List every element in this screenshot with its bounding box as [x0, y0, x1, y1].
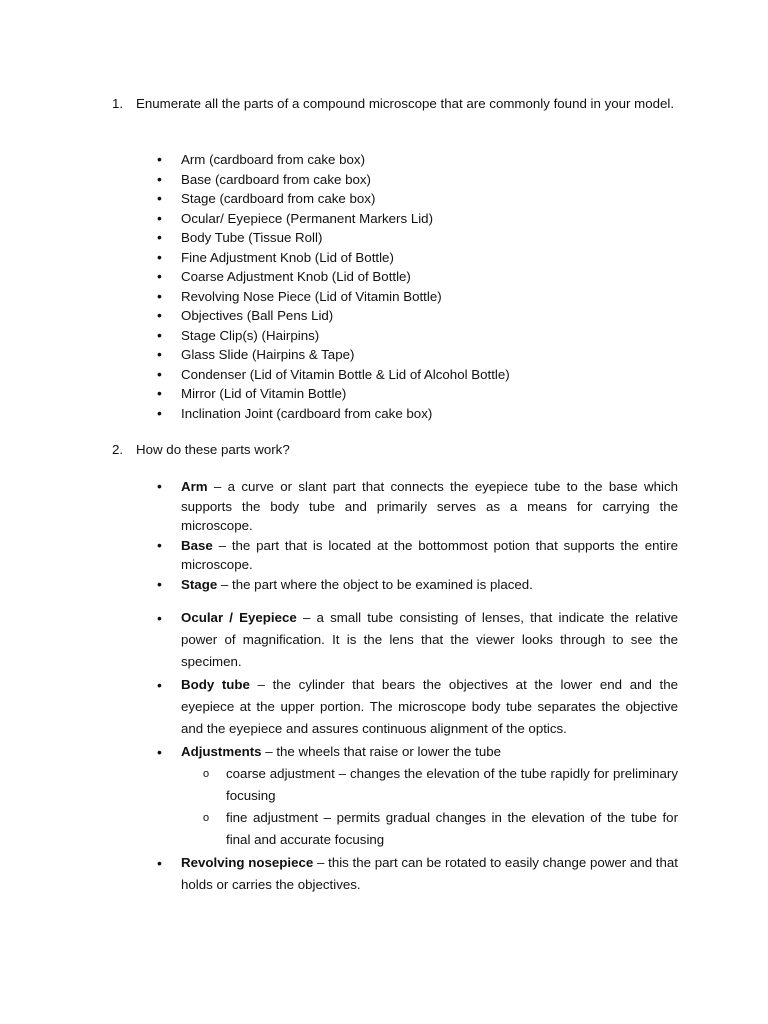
parts-list-item: • Glass Slide (Hairpins & Tape) [181, 345, 678, 365]
parts-list-item: • Arm (cardboard from cake box) [181, 150, 678, 170]
adjustment-coarse: o coarse adjustment – changes the elevation of the tube rapidly for preliminary focusing [226, 763, 678, 807]
parts-list-item: • Stage Clip(s) (Hairpins) [181, 326, 678, 346]
question-1-number: 1. [112, 96, 124, 111]
term-description: – a small tube consisting of lenses, that indicate the relative power of magnification. It is the lens that the viewer looks through to see the specimen. [181, 610, 678, 669]
explanation-stage [181, 575, 678, 595]
parts-list-item: • Revolving Nose Piece (Lid of Vitamin Bottle) [181, 287, 678, 307]
term-label: Revolving nosepiece [181, 855, 314, 870]
parts-list-item: • Coarse Adjustment Knob (Lid of Bottle) [181, 267, 678, 287]
term-description: – a curve or slant part that connects the eyepiece tube to the base which supports the body tube and primarily serves as a means for carrying the microscope. [181, 479, 678, 533]
adjustments-sublist [226, 763, 678, 851]
explanation-base [181, 536, 678, 575]
parts-list-item: • Base (cardboard from cake box) [181, 170, 678, 190]
question-2 [112, 440, 678, 460]
question-1-text: Enumerate all the parts of a compound microscope that are commonly found in your model. [136, 96, 675, 111]
parts-list-item: • Condenser (Lid of Vitamin Bottle & Lid of Alcohol Bottle) [181, 365, 678, 385]
term-description: – the wheels that raise or lower the tube [261, 744, 502, 759]
parts-list-item: • Mirror (Lid of Vitamin Bottle) [181, 384, 678, 404]
term-description: – the cylinder that bears the objectives at the lower end and the eyepiece at the upper portion. The microscope body tube separates the objective and the eyepiece and assures continuous alignment of the optics. [181, 677, 678, 736]
parts-list-item: • Inclination Joint (cardboard from cake box) [181, 404, 678, 424]
term-description: – the part where the object to be examined is placed. [217, 576, 533, 592]
term-label: Ocular / Eyepiece [181, 610, 297, 625]
term-label: Base [181, 537, 213, 553]
parts-list-item: • Stage (cardboard from cake box) [181, 189, 678, 209]
term-label: Arm [181, 479, 208, 494]
parts-list-item: • Objectives (Ball Pens Lid) [181, 306, 678, 326]
term-label: Adjustments [181, 744, 262, 759]
parts-list-item: • Fine Adjustment Knob (Lid of Bottle) [181, 248, 678, 268]
term-description: – the part that is located at the bottommost potion that supports the entire microscope. [181, 537, 678, 572]
adjustment-fine: o fine adjustment – permits gradual changes in the elevation of the tube for final and accurate focusing [226, 807, 678, 851]
term-label: Body tube [181, 677, 250, 692]
explanation-eyepiece [181, 607, 678, 673]
explanation-body-tube [181, 674, 678, 740]
question-2-text: How do these parts work? [136, 442, 290, 457]
parts-list [181, 150, 678, 423]
question-1 [112, 94, 678, 114]
explanations-list-b [181, 607, 678, 897]
explanation-arm [181, 477, 678, 536]
question-2-number: 2. [112, 442, 124, 457]
explanation-adjustments [181, 741, 678, 851]
parts-list-item: • Body Tube (Tissue Roll) [181, 228, 678, 248]
term-label: Stage [181, 576, 218, 592]
explanation-revolving-nosepiece [181, 852, 678, 896]
term-description: – this the part can be rotated to easily change power and that holds or carries the objectives. [181, 855, 678, 892]
explanations-list-a [181, 477, 678, 594]
parts-list-item: • Ocular/ Eyepiece (Permanent Markers Lid) [181, 209, 678, 229]
